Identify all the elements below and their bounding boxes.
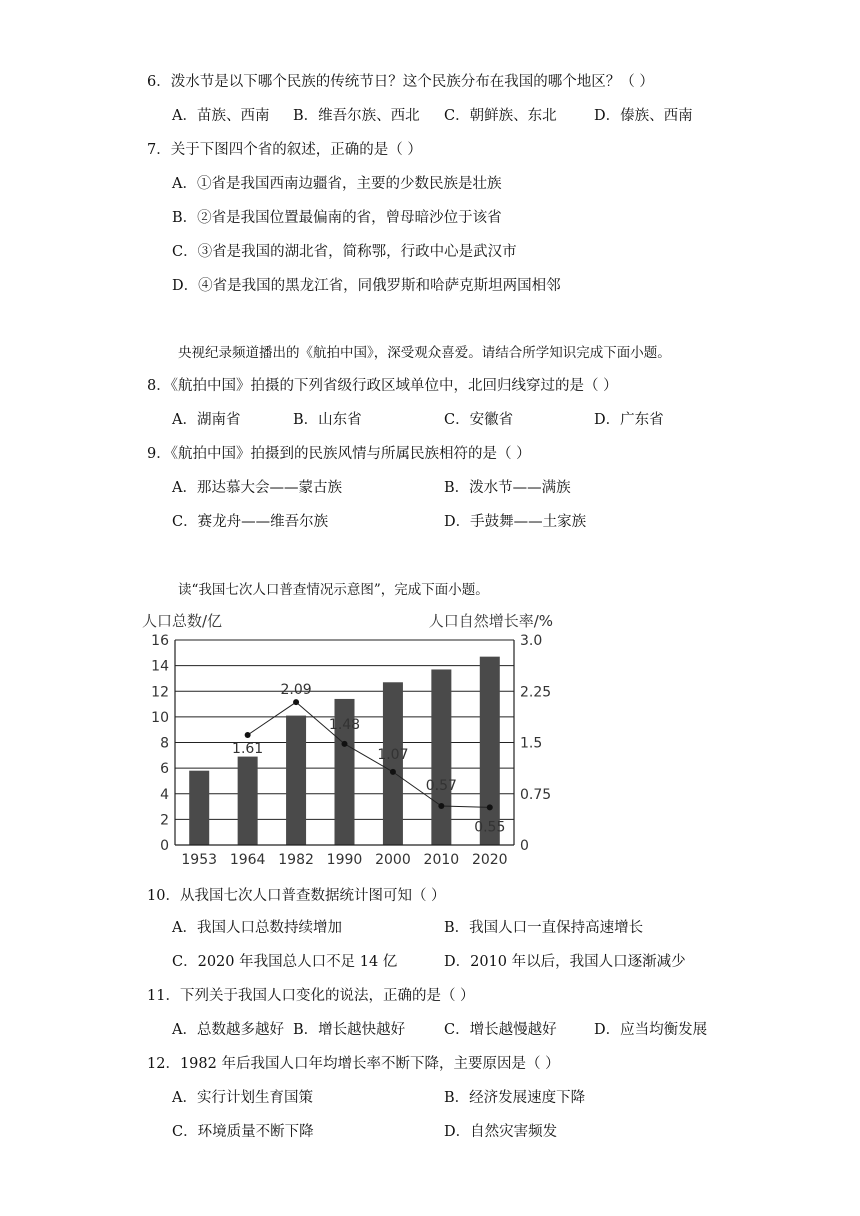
question-10-stem: 10．从我国七次人口普查数据统计图可知（ ）	[147, 888, 446, 904]
x-tick-label: 1953	[181, 852, 218, 868]
q9-option-d[interactable]: D．手鼓舞——土家族	[444, 514, 587, 530]
q10-option-a[interactable]: A．我国人口总数持续增加	[172, 920, 342, 936]
growth-rate-data-label: 1.48	[328, 716, 361, 733]
y-right-tick-label: 1.5	[520, 735, 543, 752]
passage-intro-aerial-china: 央视纪录频道播出的《航拍中国》，深受观众喜爱。请结合所学知识完成下面小题。	[178, 345, 671, 361]
passage-intro-census-chart: 读“我国七次人口普查情况示意图”，完成下面小题。	[178, 582, 489, 598]
q9-option-a[interactable]: A．那达慕大会——蒙古族	[172, 480, 342, 496]
y-right-tick-label: 0.75	[520, 786, 552, 803]
y-right-tick-label: 0	[520, 838, 529, 854]
growth-rate-data-label: 0.57	[425, 778, 457, 795]
question-8-stem: 8．《航拍中国》拍摄的下列省级行政区域单位中，北回归线穿过的是（ ）	[147, 378, 618, 394]
y-left-tick-label: 12	[151, 684, 169, 701]
growth-rate-point-2010	[438, 803, 444, 809]
y-axis-right-label: 人口自然增长率/%	[428, 612, 553, 630]
x-tick-label: 2020	[471, 852, 508, 868]
growth-rate-point-1990	[342, 741, 348, 747]
y-left-tick-label: 0	[160, 838, 169, 854]
growth-rate-point-2000	[390, 769, 396, 775]
x-tick-label: 2010	[423, 852, 460, 868]
y-left-tick-label: 8	[160, 735, 169, 752]
y-right-tick-label: 3.0	[520, 633, 543, 649]
question-12-stem: 12．1982 年后我国人口年均增长率不断下降，主要原因是（ ）	[147, 1056, 560, 1072]
question-11-stem: 11．下列关于我国人口变化的说法，正确的是（ ）	[147, 988, 475, 1004]
population-bar-2000	[383, 682, 403, 845]
question-9-stem: 9．《航拍中国》拍摄到的民族风情与所属民族相符的是（ ）	[147, 446, 531, 462]
growth-rate-point-1964	[245, 732, 251, 738]
y-axis-left-label: 人口总数/亿	[142, 612, 223, 630]
q6-option-a[interactable]: A．苗族、西南	[172, 108, 270, 124]
q11-option-b[interactable]: B．增长越快越好	[293, 1022, 406, 1038]
q12-option-c[interactable]: C．环境质量不断下降	[172, 1124, 314, 1140]
q12-option-d[interactable]: D．自然灾害频发	[444, 1124, 558, 1140]
growth-rate-point-2020	[487, 804, 493, 810]
q6-option-b[interactable]: B．维吾尔族、西北	[293, 108, 420, 124]
q9-option-b[interactable]: B．泼水节——满族	[444, 480, 571, 496]
q6-option-c[interactable]: C．朝鲜族、东北	[444, 108, 557, 124]
question-7-stem: 7．关于下图四个省的叙述，正确的是（ ）	[147, 142, 422, 158]
question-6-stem: 6．泼水节是以下哪个民族的传统节日？这个民族分布在我国的哪个地区？（ ）	[147, 74, 654, 90]
q9-option-c[interactable]: C．赛龙舟——维吾尔族	[172, 514, 329, 530]
x-tick-label: 1982	[278, 852, 314, 868]
q8-option-a[interactable]: A．湖南省	[172, 412, 241, 428]
q7-option-b[interactable]: B．②省是我国位置最偏南的省，曾母暗沙位于该省	[172, 210, 502, 226]
q7-option-c[interactable]: C．③省是我国的湖北省，简称鄂，行政中心是武汉市	[172, 244, 517, 260]
population-bar-1953	[189, 771, 209, 845]
q10-option-c[interactable]: C．2020 年我国总人口不足 14 亿	[172, 954, 398, 970]
q7-option-a[interactable]: A．①省是我国西南边疆省，主要的少数民族是壮族	[172, 176, 502, 192]
population-bar-1982	[286, 716, 306, 845]
q11-option-a[interactable]: A．总数越多越好	[172, 1022, 284, 1038]
y-left-tick-label: 14	[151, 658, 169, 675]
q8-option-d[interactable]: D．广东省	[594, 412, 664, 428]
q8-option-b[interactable]: B．山东省	[293, 412, 362, 428]
x-tick-label: 1964	[229, 852, 266, 868]
census-population-chart	[140, 608, 570, 873]
q8-option-c[interactable]: C．安徽省	[444, 412, 514, 428]
growth-rate-data-label: 0.55	[474, 819, 506, 836]
q10-option-b[interactable]: B．我国人口一直保持高速增长	[444, 920, 644, 936]
y-left-tick-label: 2	[160, 812, 169, 829]
q11-option-c[interactable]: C．增长越慢越好	[444, 1022, 557, 1038]
y-left-tick-label: 10	[151, 709, 169, 726]
q6-option-d[interactable]: D．傣族、西南	[594, 108, 693, 124]
x-tick-label: 1990	[326, 852, 363, 868]
y-left-tick-label: 6	[160, 761, 169, 778]
growth-rate-data-label: 1.07	[377, 746, 409, 763]
q12-option-a[interactable]: A．实行计划生育国策	[172, 1090, 313, 1106]
y-right-tick-label: 2.25	[520, 684, 552, 701]
population-bar-2020	[480, 657, 500, 845]
y-left-tick-label: 16	[151, 633, 169, 649]
q11-option-d[interactable]: D．应当均衡发展	[594, 1022, 708, 1038]
q10-option-d[interactable]: D．2010 年以后，我国人口逐渐减少	[444, 954, 686, 970]
q7-option-d[interactable]: D．④省是我国的黑龙江省，同俄罗斯和哈萨克斯坦两国相邻	[172, 278, 561, 294]
population-bar-1964	[238, 757, 258, 845]
growth-rate-data-label: 2.09	[280, 682, 312, 699]
population-bar-2010	[431, 669, 451, 845]
x-tick-label: 2000	[375, 852, 411, 868]
q12-option-b[interactable]: B．经济发展速度下降	[444, 1090, 586, 1106]
growth-rate-point-1982	[293, 699, 299, 705]
y-left-tick-label: 4	[160, 786, 169, 803]
growth-rate-data-label: 1.61	[232, 740, 264, 757]
